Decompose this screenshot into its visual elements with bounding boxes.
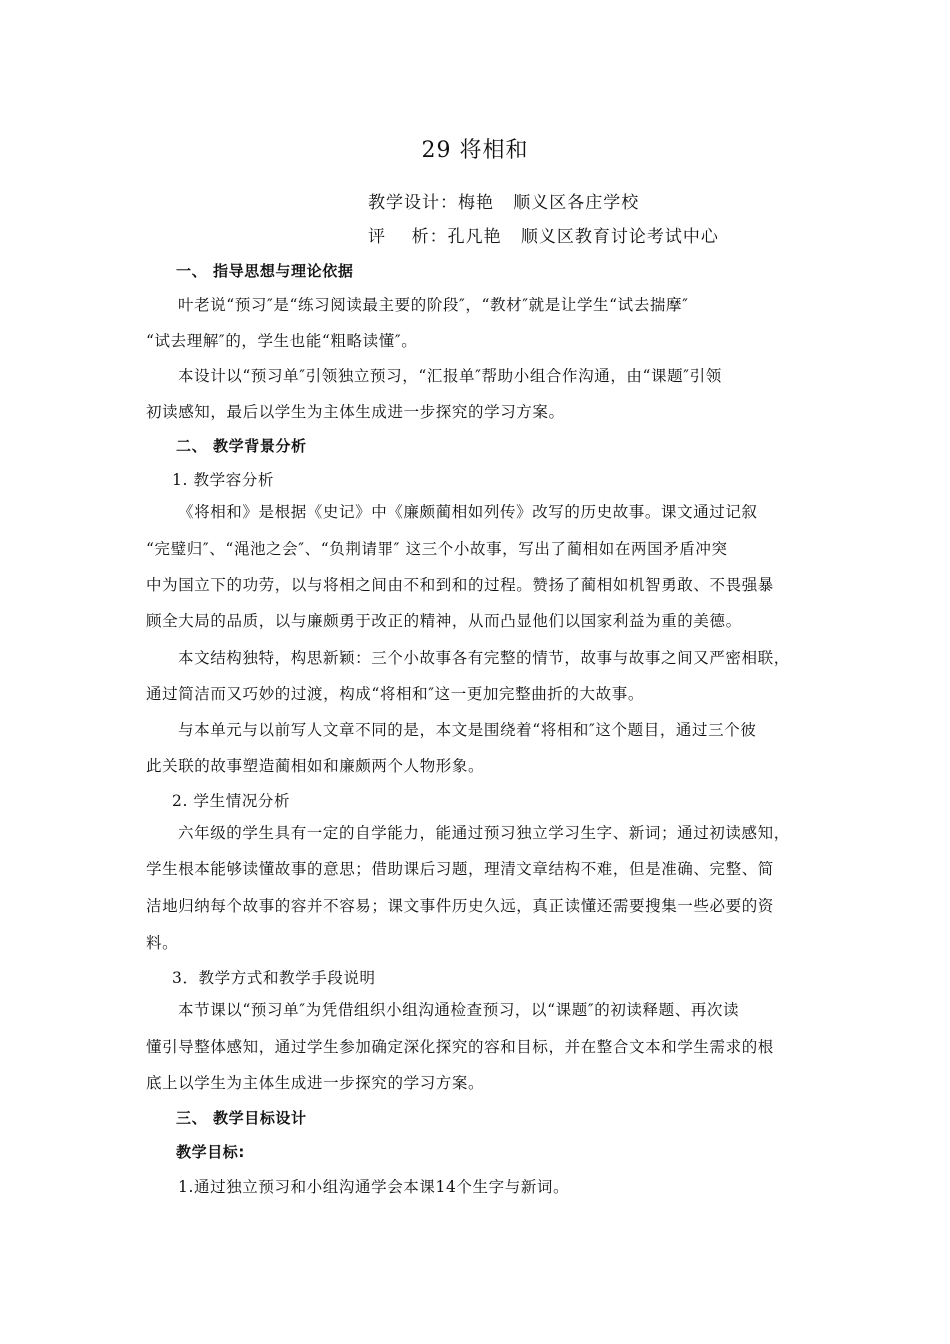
document-title: 29 将相和 — [421, 138, 529, 163]
paragraph-line: 初读感知，最后以学生为主体生成进一步探究的学习方案。 — [146, 403, 565, 421]
paragraph-line: 料。 — [146, 934, 179, 952]
paragraph-line: 此关联的故事塑造蔺相如和廉颇两个人物形象。 — [146, 757, 485, 775]
paragraph-line: 本设计以“预习单″引领独立预习，“汇报单″帮助小组合作沟通，由“课题″引领 — [178, 367, 722, 385]
paragraph-line: 《将相和》是根据《史记》中《廉颇蔺相如列传》改写的历史故事。课文通过记叙 — [178, 503, 758, 521]
section-heading-1: 一、 指导思想与理论依据 — [176, 262, 354, 280]
goal-item: 1.通过独立预习和小组沟通学会本课14个生字与新词。 — [178, 1178, 570, 1196]
paragraph-line: 学生根本能够读懂故事的意思；借助课后习题，理清文章结构不难，但是准确、完整、简 — [146, 860, 774, 878]
paragraph-line: 本节课以“预习单″为凭借组织小组沟通检查预习，以“课题″的初读释题、再次读 — [178, 1001, 740, 1019]
paragraph-line: 洁地归纳每个故事的容并不容易；课文事件历史久远，真正读懂还需要搜集一些必要的资 — [146, 897, 774, 915]
paragraph-line: 与本单元与以前写人文章不同的是，本文是围绕着“将相和″这个题目，通过三个彼 — [178, 721, 757, 739]
section-heading-2: 二、 教学背景分析 — [176, 437, 307, 455]
paragraph-line: 通过简洁而又巧妙的过渡，构成“将相和″这一更加完整曲折的大故事。 — [146, 685, 644, 703]
subsection-heading-3: 3．教学方式和教学手段说明 — [172, 969, 376, 987]
designer-credit: 教学设计：梅艳 顺义区各庄学校 — [368, 193, 640, 213]
paragraph-line: 本文结构独特，构思新颖：三个小故事各有完整的情节，故事与故事之间又严密相联， — [178, 649, 790, 667]
goals-heading: 教学目标: — [176, 1143, 245, 1161]
paragraph-line: 顾全大局的品质，以与廉颇勇于改正的精神，从而凸显他们以国家利益为重的美德。 — [146, 612, 742, 630]
section-heading-3: 三、 教学目标设计 — [176, 1109, 307, 1127]
paragraph-line: 叶老说“预习″是“练习阅读最主要的阶段″，“教材″就是让学生“试去揣摩″ — [178, 296, 689, 314]
subsection-heading-2: 2. 学生情况分析 — [172, 792, 291, 810]
paragraph-line: 底上以学生为主体生成进一步探究的学习方案。 — [146, 1074, 485, 1092]
paragraph-line: “完璧归″、“渑池之会″、“负荆请罪″ 这三个小故事，写出了蔺相如在两国矛盾冲突 — [146, 540, 728, 558]
reviewer-credit: 评 析：孔凡艳 顺义区教育讨论考试中心 — [368, 227, 719, 247]
paragraph-line: 懂引导整体感知，通过学生参加确定深化探究的容和目标，并在整合文本和学生需求的根 — [146, 1038, 774, 1056]
paragraph-line: “试去理解″的，学生也能“粗略读懂″。 — [146, 332, 418, 350]
paragraph-line: 中为国立下的功劳，以与将相之间由不和到和的过程。赞扬了蔺相如机智勇敢、不畏强暴 — [146, 576, 774, 594]
paragraph-line: 六年级的学生具有一定的自学能力，能通过预习独立学习生字、新词；通过初读感知， — [178, 824, 790, 842]
subsection-heading-1: 1. 教学容分析 — [172, 471, 275, 489]
